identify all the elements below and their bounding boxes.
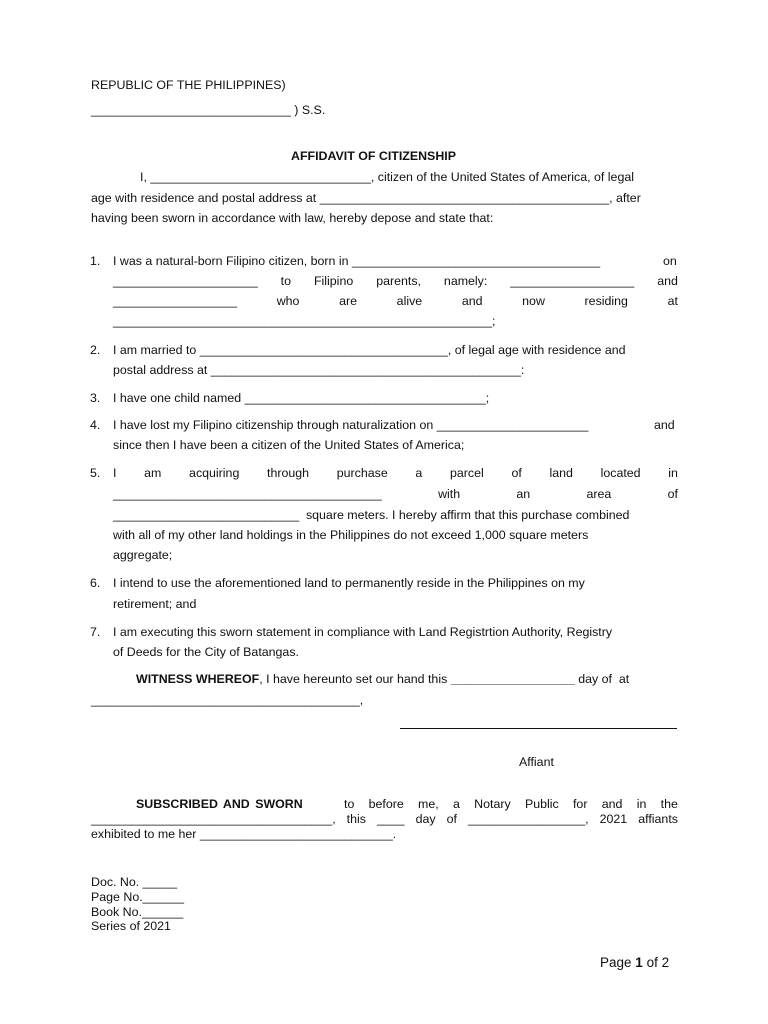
word: area [586,487,612,501]
page-footer [600,955,669,970]
word: this [346,812,366,826]
word: day [415,812,436,826]
page-total: 2 [661,955,670,970]
item5-line2 [113,487,678,502]
item4-and: and [654,418,675,432]
birthdate-blank: _____________________ [113,274,258,288]
subscribed-and-sworn: SUBSCRIBED AND SWORN [136,797,303,811]
item1-line1 [113,254,600,269]
word: at [667,294,678,308]
item5-line5: aggregate; [113,548,173,562]
item5-affirm-text: square meters. I hereby affirm that this purchase combined [305,508,630,522]
word: in [636,797,647,811]
page-current: 1 [635,955,643,970]
residence-blank: _______________________________________________________; [113,314,496,328]
intro-line-2 [91,191,641,206]
word: Filipino [313,274,354,288]
item-number: 7. [90,625,101,639]
word: affiants [638,812,678,826]
notary-day-blank: ____ [377,812,405,826]
word: through [267,466,310,480]
witness-whereof: WITNESS WHEREOF [136,672,260,686]
word: to [344,797,355,811]
item5-line4: with all of my other land holdings in the Philippines do not exceed 1,000 square meters [113,528,589,542]
witness-text: , I have hereunto set our hand this [259,672,448,686]
subscribed-bold [136,797,303,812]
item-number: 4. [90,418,101,432]
item6-line2: retirement; and [113,597,197,611]
word: parcel [450,466,484,480]
notary-place-blank: ___________________________________, [91,812,336,826]
word: me, [418,797,439,811]
word: namely: [443,274,488,288]
intro-address-text: age with residence and postal address at [91,191,317,205]
item-number: 3. [90,391,101,405]
word: Public [524,797,559,811]
word: who [276,294,300,308]
word: and [461,294,483,308]
intro-i: I, [140,170,147,184]
item2-line2: postal address at _____________________________________________: [113,363,525,377]
item1-born-text: I was a natural-born Filipino citizen, born in [113,254,349,268]
notary-month-blank: _________________, [468,812,589,826]
item4-text: I have lost my Filipino citizenship through naturalization on [113,418,434,432]
word: now [522,294,545,308]
page-label: Page [600,955,632,970]
word: for [572,797,588,811]
word: an [516,487,531,501]
word: and [601,797,623,811]
witness-line-1 [136,672,629,687]
witness-place-blank: _______________________________________, [91,693,364,707]
word: are [339,294,358,308]
word: before [368,797,404,811]
word: located [600,466,641,480]
book-no: Book No.______ [91,905,184,919]
word: acquiring [189,466,240,480]
doc-no: Doc. No. _____ [91,875,178,889]
item1-on: on [663,254,677,268]
word: in [668,466,678,480]
word: land [549,466,573,480]
item6-line1: I intend to use the aforementioned land to permanently reside in the Philippines on my [113,576,585,590]
word: residing [584,294,628,308]
item2-line1: I am married to ____________________________________, of legal age with residence and [113,343,626,357]
word: a [452,797,460,811]
item5-line3 [113,508,629,523]
intro-line-3: having been sworn in accordance with law, hereby depose and state that: [91,211,494,225]
word: of [511,466,522,480]
intro-after: after [616,191,641,205]
word: purchase [336,466,388,480]
address-blank: __________________________________________, [319,191,613,205]
page-no: Page No.______ [91,890,185,904]
affiant-name-blank: ________________________________, [150,170,375,184]
document-title: AFFIDAVIT OF CITIZENSHIP [291,149,456,163]
affiant-signature-line [400,728,677,729]
subscribed-line-1 [344,797,678,812]
series: Series of 2021 [91,919,171,933]
word: I [113,466,117,480]
ss-line: _____________________________ ) S.S. [91,103,326,117]
word: and [657,274,678,288]
word: a [415,466,423,480]
item-number: 5. [90,466,101,480]
item7-line1: I am executing this sworn statement in compliance with Land Registrtion Authority, Registry [113,625,613,639]
intro-line-1 [140,170,634,185]
word: 2021 [599,812,628,826]
intro-citizen-text: citizen of the United States of America, of legal [377,170,634,184]
republic-header: REPUBLIC OF THE PHILIPPINES) [91,78,286,92]
land-location-blank: _______________________________________ [113,487,382,501]
item3-line1: I have one child named ___________________________________; [113,391,490,405]
subscribed-line-3: exhibited to me her ____________________________. [91,827,397,841]
item5-line1 [113,466,678,481]
naturalization-date-blank: ______________________ [436,418,589,432]
item1-line2 [113,274,678,289]
parent-name-blank: __________________ [510,274,635,288]
item1-line3 [113,294,678,309]
item4-line2: since then I have been a citizen of the United States of America; [113,438,465,452]
item-number: 6. [90,576,101,590]
of-label: of [646,955,658,970]
witness-day-blank: __________________ [450,672,575,686]
affiant-label: Affiant [519,755,554,769]
word: to [280,274,292,288]
parent-name-blank: __________________ [113,294,238,308]
item7-line2: of Deeds for the City of Batangas. [113,645,299,659]
item4-line1 [113,418,588,433]
birthplace-blank: ____________________________________ [352,254,601,268]
word: parents, [376,274,421,288]
item-number: 2. [90,343,101,357]
word: of [667,487,678,501]
word: with [438,487,461,501]
word: the [660,797,678,811]
witness-day-of: day of at [578,672,630,686]
word: alive [396,294,423,308]
word: Notary [474,797,511,811]
word: of [446,812,457,826]
item-number: 1. [90,254,101,268]
word: am [144,466,162,480]
land-area-blank: ___________________________ [113,508,300,522]
subscribed-line-2 [91,812,678,827]
